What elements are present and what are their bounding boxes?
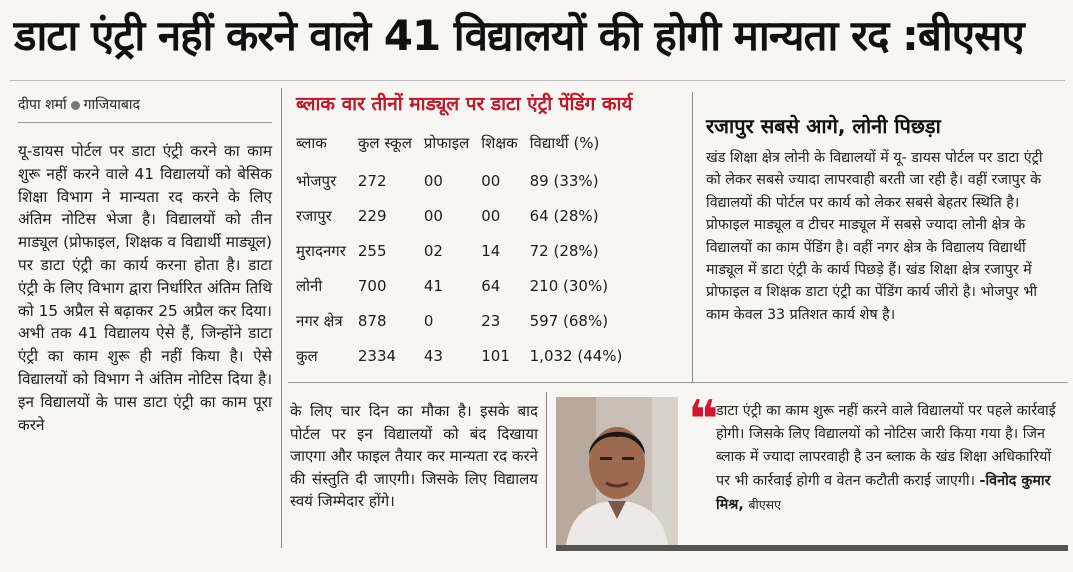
- col-header-block: ब्लाक: [296, 134, 327, 152]
- cell-block: मुरादनगर: [296, 241, 346, 260]
- cell-profile: 41: [423, 276, 443, 295]
- cell-student: 89 (33%): [529, 171, 599, 190]
- cell-block: लोनी: [296, 276, 323, 295]
- sidebar-text: खंड शिक्षा क्षेत्र लोनी के विद्यालयों में यू- डायस पोर्टल पर डाटा एंट्री को लेकर सबसे ज्यादा लापरवाही बरती जा रही है। वहीं रजापुर के विद्यालयों की पोर्टल पर कार्य को लेकर सबसे बेहतर स्थिति है। प्रोफाइल माड्यूल व टीचर माड्यूल में सबसे ज्यादा लोनी क्षेत्र के विद्यालयों का काम पेंडिंग है। वहीं नगर क्षेत्र के विद्यालय विद्यार्थी माड्यूल में डाटा एंट्री के कार्य पिछड़े हैं। खंड शिक्षा क्षेत्र रजापुर में प्रोफाइल व शिक्षक डाटा एंट्री का पेंडिंग कार्य जीरो है। भोजपुर भी काम केवल 33 प्रतिशत कार्य शेष है।: [706, 150, 1043, 323]
- cell-student: 597 (68%): [529, 311, 609, 330]
- quote-attribution: -विनोद कुमार मिश्र,: [716, 472, 1051, 513]
- cell-block: रजापुर: [296, 206, 332, 225]
- cell-teacher: 00: [481, 206, 501, 225]
- article-body-1: यू-डायस पोर्टल पर डाटा एंट्री करने का काम शुरू नहीं करने वाले 41 विद्यालयों को बेसिक शिक्षा विभाग ने मान्यता रद करने के लिए अंतिम नोटिस भेजा है। विद्यालयों को तीन माड्यूल (प्रोफाइल, शिक्षक व विद्यार्थी माड्यूल) पर डाटा एंट्री का कार्य करना होता है। डाटा एंट्री के लिए विभाग द्वारा निर्धारित अंतिम तिथि को 15 अप्रैल से बढ़ाकर 25 अप्रैल कर दिया। अभी तक 41 विद्यालय ऐसे हैं, जिन्होंने डाटा एंट्री का काम शुरू ही नहीं किया है। ऐसे विद्यालयों को विभाग ने अंतिम नोटिस दिया है। इन विद्यालयों के पास डाटा एंट्री का काम पूरा करने: [18, 142, 272, 434]
- official-quote: [716, 400, 1066, 517]
- divider-under-headline: [10, 80, 1065, 81]
- divider-col2b: [546, 392, 547, 548]
- cell-total: 229: [357, 206, 387, 225]
- divider-col1: [281, 88, 282, 548]
- article-column-1: [18, 140, 272, 436]
- col-header-teacher: शिक्षक: [481, 134, 518, 152]
- cell-block: भोजपुर: [296, 171, 337, 190]
- table-row: [290, 268, 628, 303]
- cell-block: नगर क्षेत्र: [296, 311, 343, 330]
- cell-profile: 00: [423, 171, 443, 190]
- table-title: ब्लाक वार तीनों माड्यूल पर डाटा एंट्री पेंडिंग कार्य: [296, 93, 633, 115]
- cell-total: 2334: [357, 346, 397, 365]
- cell-profile: 00: [423, 206, 443, 225]
- cell-total: 878: [357, 311, 387, 330]
- cell-teacher: 00: [481, 171, 501, 190]
- pending-work-table: [290, 133, 628, 373]
- headline: डाटा एंट्री नहीं करने वाले 41 विद्यालयों की होगी मान्यता रद :बीएसए: [14, 11, 1024, 60]
- cell-student: 210 (30%): [529, 276, 609, 295]
- cell-teacher: 64: [481, 276, 501, 295]
- byline-rule: [18, 122, 272, 123]
- cell-block: कुल: [296, 346, 318, 365]
- article-column-2-continued: [290, 400, 538, 513]
- cell-teacher: 23: [481, 311, 501, 330]
- cell-total: 255: [357, 241, 387, 260]
- col-header-total-schools: कुल स्कूल: [357, 134, 412, 152]
- cell-student: 64 (28%): [529, 206, 599, 225]
- cell-total: 272: [357, 171, 387, 190]
- quote-text: डाटा एंट्री का काम शुरू नहीं करने वाले विद्यालयों पर पहले कार्रवाई होगी। जिसके लिए विद्यालयों को नोटिस जारी किया गया है। जिन ब्लाक में ज्यादा लापरवाही है उन ब्लाक के खंड शिक्षा अधिकारियों पर भी कार्रवाई होगी व वेतन कटौती कराई जाएगी।: [716, 403, 1056, 489]
- cell-profile: 43: [423, 346, 443, 365]
- col-header-student: विद्यार्थी (%): [529, 134, 600, 152]
- col-header-profile: प्रोफाइल: [423, 134, 470, 152]
- table-row: [290, 163, 628, 198]
- portrait-photo: [556, 397, 678, 545]
- sidebar-body: [706, 147, 1061, 326]
- dateline-city: गाजियाबाद: [83, 97, 140, 113]
- divider-under-table: [288, 382, 1068, 383]
- cell-teacher: 101: [481, 346, 510, 365]
- cell-student: 1,032 (44%): [529, 346, 623, 365]
- quote-designation: बीएसए: [748, 496, 782, 512]
- byline: [18, 95, 140, 114]
- cell-student: 72 (28%): [529, 241, 599, 260]
- official-photo: [556, 397, 678, 545]
- headline-bar: [0, 0, 1073, 78]
- divider-table-sidebar: [692, 92, 693, 382]
- cell-teacher: 14: [481, 241, 501, 260]
- table-row: [290, 198, 628, 233]
- quote-mark-icon: ❝: [688, 390, 719, 450]
- cell-profile: 0: [423, 311, 434, 330]
- cell-total: 700: [357, 276, 387, 295]
- bottom-rule: [556, 545, 1068, 551]
- table-row-total: [290, 338, 628, 373]
- bullet-dot: [71, 101, 80, 110]
- article-body-2: के लिए चार दिन का मौका है। इसके बाद पोर्टल पर इन विद्यालयों को बंद दिखाया जाएगा और फाइल तैयार कर मान्यता रद करने की संस्तुति दी जाएगी। जिसके लिए विद्यालय स्वयं जिम्मेदार होंगे।: [290, 402, 538, 510]
- reporter-name: दीपा शर्मा: [18, 97, 67, 113]
- sidebar-heading: रजापुर सबसे आगे, लोनी पिछड़ा: [706, 114, 941, 138]
- table-row: [290, 233, 628, 268]
- table-header-row: [290, 133, 628, 163]
- cell-profile: 02: [423, 241, 443, 260]
- table-row: [290, 303, 628, 338]
